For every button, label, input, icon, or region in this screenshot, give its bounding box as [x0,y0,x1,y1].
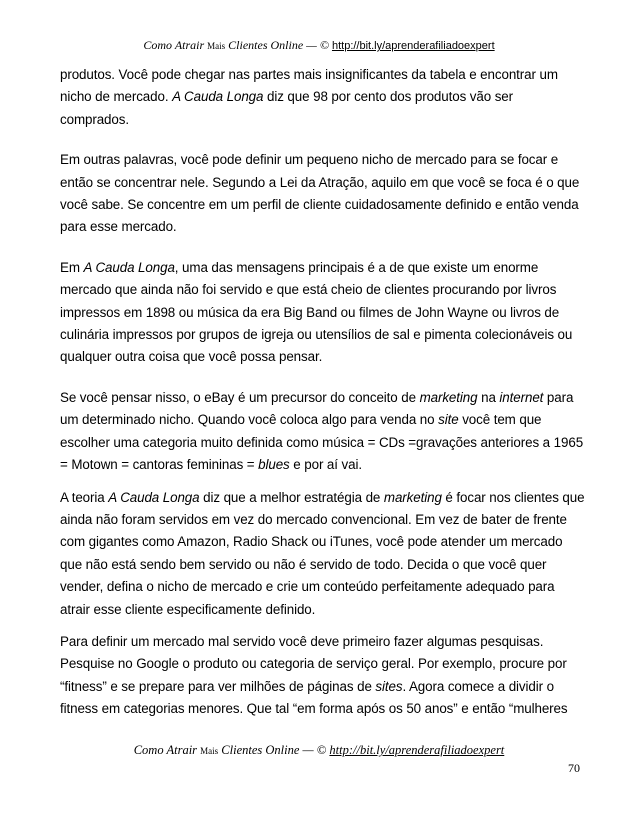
header-title-part1: Como Atrair [143,38,205,52]
paragraph-italic: marketing [419,389,478,405]
paragraph-text: e por aí vai. [289,457,362,473]
header-url-link[interactable]: http://bit.ly/aprenderafiliadoexpert [331,40,495,52]
body-text [60,64,585,731]
header-title-part2: Clientes Online [228,38,304,52]
paragraph-italic: A Cauda Longa [108,489,200,505]
paragraph-text: Em [60,259,84,275]
paragraph-2 [60,149,585,239]
footer-title-part1: Como Atrair [133,743,198,757]
paragraph-text: A teoria [60,489,109,505]
page-number: 70 [568,761,580,775]
paragraph-text: . Agora comece a dividir o fitness em categorias menores. Que tal “em forma após os 50 anos” e então “mulheres [60,678,568,717]
footer-copyright: © [316,743,327,757]
paragraph-6 [60,631,585,721]
paragraph-text: Se você pensar nisso, o eBay é um precursor do conceito de [60,389,420,405]
running-header [0,38,638,53]
paragraph-text: , uma das mensagens principais é a de que existe um enorme mercado que ainda não foi servido e que está cheio de clientes procurando por livros impressos em 1898 ou música da era Big Band ou filmes de John Wayne ou livros de culinária impressos por grupos de igreja ou utensílios de sal e pimenta colecionáveis ou qualquer outra coisa que você possa pensar. [60,259,573,365]
running-footer [0,743,638,758]
paragraph-5 [60,487,585,621]
paragraph-text: Em outras palavras, você pode definir um pequeno nicho de mercado para se focar e então se concentrar nele. Segundo a Lei da Atração, aquilo em que você se foca é o que você sabe. Se concentre em um perfil de cliente cuidadosamente definido e então venda para esse mercado. [60,152,580,235]
paragraph-italic: internet [499,389,544,405]
paragraph-text: Para definir um mercado mal servido você deve primeiro fazer algumas pesquisas. Pesquise no Google o produto ou categoria de serviço geral. Por exemplo, procure por “fitness” e se prepare para ver milhões de páginas de [60,633,567,694]
paragraph-italic: A Cauda Longa [172,89,264,105]
paragraph-text: você tem que escolher uma categoria muito definida como música = CDs =gravações anteriores a 1965 = Motown = cantoras femininas = [60,412,584,473]
paragraph-3 [60,257,585,369]
paragraph-italic: sites [375,678,403,694]
footer-url-link[interactable]: http://bit.ly/aprenderafiliadoexpert [329,743,505,757]
header-title-small: Mais [207,41,226,51]
paragraph-text: é focar nos clientes que ainda não foram servidos em vez do mercado convencional. Em vez de bater de frente com gigantes como Amazon, Radio Shack ou iTunes, você pode atender um mercado que não está sendo bem servido ou não é servido de todo. Decida o que você quer vender, defina o nicho de mercado e crie um conteúdo perfeitamente adequado para atrair esse cliente especificamente definido. [60,489,585,617]
paragraph-text: produtos. Você pode chegar nas partes mais insignificantes da tabela e encontrar um nicho de mercado. [60,67,558,105]
paragraph-italic: A Cauda Longa [83,259,175,275]
header-separator: — [306,38,317,52]
paragraph-4 [60,387,585,477]
paragraph-text: para um determinado nicho. Quando você coloca algo para venda no [60,389,574,428]
footer-title-part2: Clientes Online [221,743,300,757]
paragraph-text: diz que 98 por cento dos produtos vão ser comprados. [60,89,514,127]
paragraph-italic: blues [258,457,290,473]
footer-separator: — [302,743,314,757]
header-copyright: © [319,38,329,52]
paragraph-text: na [477,389,500,405]
paragraph-text: diz que a melhor estratégia de [199,489,384,505]
footer-title-small: Mais [200,746,219,756]
paragraph-italic: site [438,412,459,428]
paragraph-italic: marketing [383,489,442,505]
paragraph-1 [60,64,585,131]
